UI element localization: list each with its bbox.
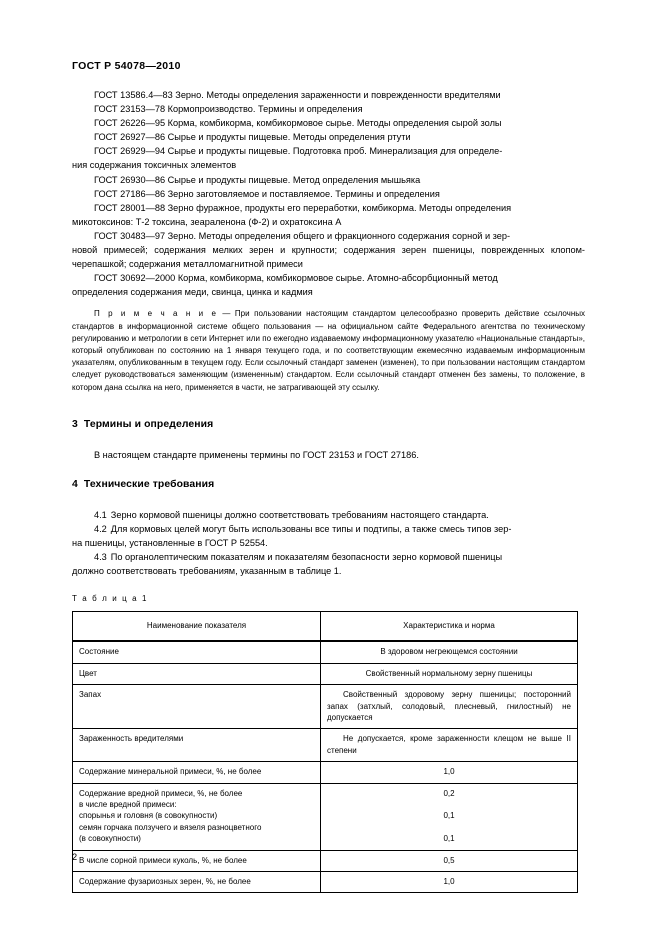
clause-number: 4.3 — [94, 552, 107, 563]
cell-line: семян горчака ползучего и вязеля разноцветного — [79, 822, 262, 832]
page-number: 2 — [72, 852, 78, 862]
clause-number: 4.1 — [94, 509, 107, 520]
clause-text: По органолептическим показателям и показателям безопасности зерно кормовой пшеницы — [110, 552, 503, 563]
clause-text: Зерно кормовой пшеницы должно соответствовать требованиям настоящего стандарта. — [110, 509, 489, 520]
note-label: П р и м е ч а н и е — [94, 309, 218, 319]
table-header-row — [73, 612, 578, 642]
clause-4-2-cont: на пшеницы, установленные в ГОСТ Р 52554. — [72, 538, 268, 549]
section-heading-4 — [72, 479, 585, 490]
reference-item: ГОСТ 30483—97 Зерно. Методы определения общего и фракционного содержания сорной и зер- — [94, 230, 511, 241]
section-heading-3 — [72, 419, 585, 430]
cell-line: в числе вредной примеси: — [79, 800, 177, 810]
clause-4-2 — [72, 522, 585, 536]
section-title: Технические требования — [83, 478, 215, 490]
cell-indicator-name: Состояние — [73, 641, 321, 663]
cell-indicator-name-multiline — [73, 783, 321, 850]
cell-characteristic-multiline — [321, 783, 578, 850]
cell-line: Содержание вредной примеси, %, не более — [79, 788, 243, 798]
running-head: ГОСТ Р 54078—2010 — [72, 60, 181, 72]
referenced-standards-list — [72, 88, 585, 299]
reference-item: ГОСТ 26226—95 Корма, комбикорма, комбикормовое сырье. Методы определения сырой золы — [94, 118, 502, 129]
cell-characteristic: Не допускается, кроме зараженности клещом не выше II степени — [321, 729, 578, 762]
cell-characteristic: Свойственный нормальному зерну пшеницы — [321, 663, 578, 684]
specifications-table — [72, 611, 578, 893]
cell-indicator-name: Запах — [73, 685, 321, 729]
cell-indicator-name: Зараженность вредителями — [73, 729, 321, 762]
cell-characteristic: Свойственный здоровому зерну пшеницы; посторонний запах (затхлый, солодовый, плесневый, гнилостный) не допускается — [321, 685, 578, 729]
note-text: — При пользовании настоящим стандартом целесообразно проверить действие ссылочных стандартов в информационной системе общего пользования — на официальном сайте Федерального агентства по техническому регулированию и метрологии в сети Интернет или по ежегодно издаваемому информационному указателю «Национальные стандарты», который опубликован по состоянию на 1 января текущего года, и по соответствующим ежемесячно издаваемым информационным указателям, опубликованным в текущем году. Если ссылочный стандарт заменен (изменен), то при пользовании настоящим стандартом следует руководствоваться заменяющим (измененным) стандартом. Если ссылочный стандарт отменен без замены, то положение, в котором дана ссылка на него, применяется в части, не затрагивающей эту ссылку. — [72, 309, 585, 392]
section-title: Термины и определения — [83, 418, 214, 430]
section-number: 4 — [72, 478, 78, 490]
column-header-characteristic: Характеристика и норма — [321, 612, 578, 642]
reference-item: ГОСТ 28001—88 Зерно фуражное, продукты его переработки, комбикорма. Методы определения — [94, 202, 512, 213]
table-row — [73, 762, 578, 783]
reference-item-cont: микотоксинов: Т-2 токсина, зеараленона (Ф-2) и охратоксина А — [72, 216, 342, 227]
table-row — [73, 783, 578, 850]
table-row — [73, 729, 578, 762]
table-row — [73, 663, 578, 684]
cell-indicator-name: Содержание минеральной примеси, %, не более — [73, 762, 321, 783]
clause-4-3-cont: должно соответствовать требованиям, указанным в таблице 1. — [72, 566, 342, 577]
reference-item: ГОСТ 27186—86 Зерно заготовляемое и поставляемое. Термины и определения — [94, 188, 440, 199]
reference-item-cont: ния содержания токсичных элементов — [72, 160, 237, 171]
table-row — [73, 641, 578, 663]
cell-characteristic: В здоровом негреющемся состоянии — [321, 641, 578, 663]
cell-line: (в совокупности) — [79, 834, 141, 844]
reference-item: ГОСТ 26927—86 Сырье и продукты пищевые. Методы определения ртути — [94, 132, 411, 143]
reference-item: ГОСТ 30692—2000 Корма, комбикорма, комбикормовое сырье. Атомно-абсорбционный метод — [94, 273, 498, 284]
cell-value-line: 0,1 — [443, 811, 455, 821]
reference-item: ГОСТ 26929—94 Сырье и продукты пищевые. Подготовка проб. Минерализация для определе- — [94, 146, 503, 157]
cell-indicator-name: В числе сорной примеси куколь, %, не более — [73, 850, 321, 871]
clause-4-3 — [72, 550, 585, 564]
table-caption: Т а б л и ц а 1 — [72, 594, 149, 604]
clause-number: 4.2 — [94, 524, 107, 535]
cell-characteristic: 1,0 — [321, 762, 578, 783]
column-header-indicator-name: Наименование показателя — [73, 612, 321, 642]
reference-item: ГОСТ 26930—86 Сырье и продукты пищевые. Метод определения мышьяка — [94, 174, 421, 185]
section-number: 3 — [72, 418, 78, 430]
cell-indicator-name: Цвет — [73, 663, 321, 684]
table-body — [73, 641, 578, 893]
cell-characteristic: 1,0 — [321, 872, 578, 893]
table-header — [73, 612, 578, 642]
cell-indicator-name: Содержание фузариозных зерен, %, не более — [73, 872, 321, 893]
reference-item: ГОСТ 23153—78 Кормопроизводство. Термины и определения — [94, 104, 363, 115]
cell-characteristic: 0,5 — [321, 850, 578, 871]
reference-item-cont: определения содержания меди, свинца, цинка и кадмия — [72, 287, 313, 298]
cell-value-line: 0,2 — [443, 788, 455, 798]
table-row — [73, 685, 578, 729]
clause-text: Для кормовых целей могут быть использованы все типы и подтипы, а также смесь типов зер- — [110, 524, 512, 535]
reference-item-cont: новой примесей; содержания мелких зерен и крупности; содержания зерен пшеницы, поврежденных клопом-черепашкой; содержания металломагнитной примеси — [72, 245, 585, 270]
page-content — [72, 88, 585, 893]
clause-4-1 — [72, 508, 585, 522]
cell-value-line: 0,1 — [443, 834, 455, 844]
reference-item: ГОСТ 13586.4—83 Зерно. Методы определения зараженности и поврежденности вредителями — [94, 90, 501, 100]
table-row — [73, 850, 578, 871]
note-block — [72, 308, 585, 393]
cell-line: спорынья и головня (в совокупности) — [79, 811, 218, 821]
table-row — [73, 872, 578, 893]
section3-paragraph: В настоящем стандарте применены термины по ГОСТ 23153 и ГОСТ 27186. — [94, 449, 419, 460]
